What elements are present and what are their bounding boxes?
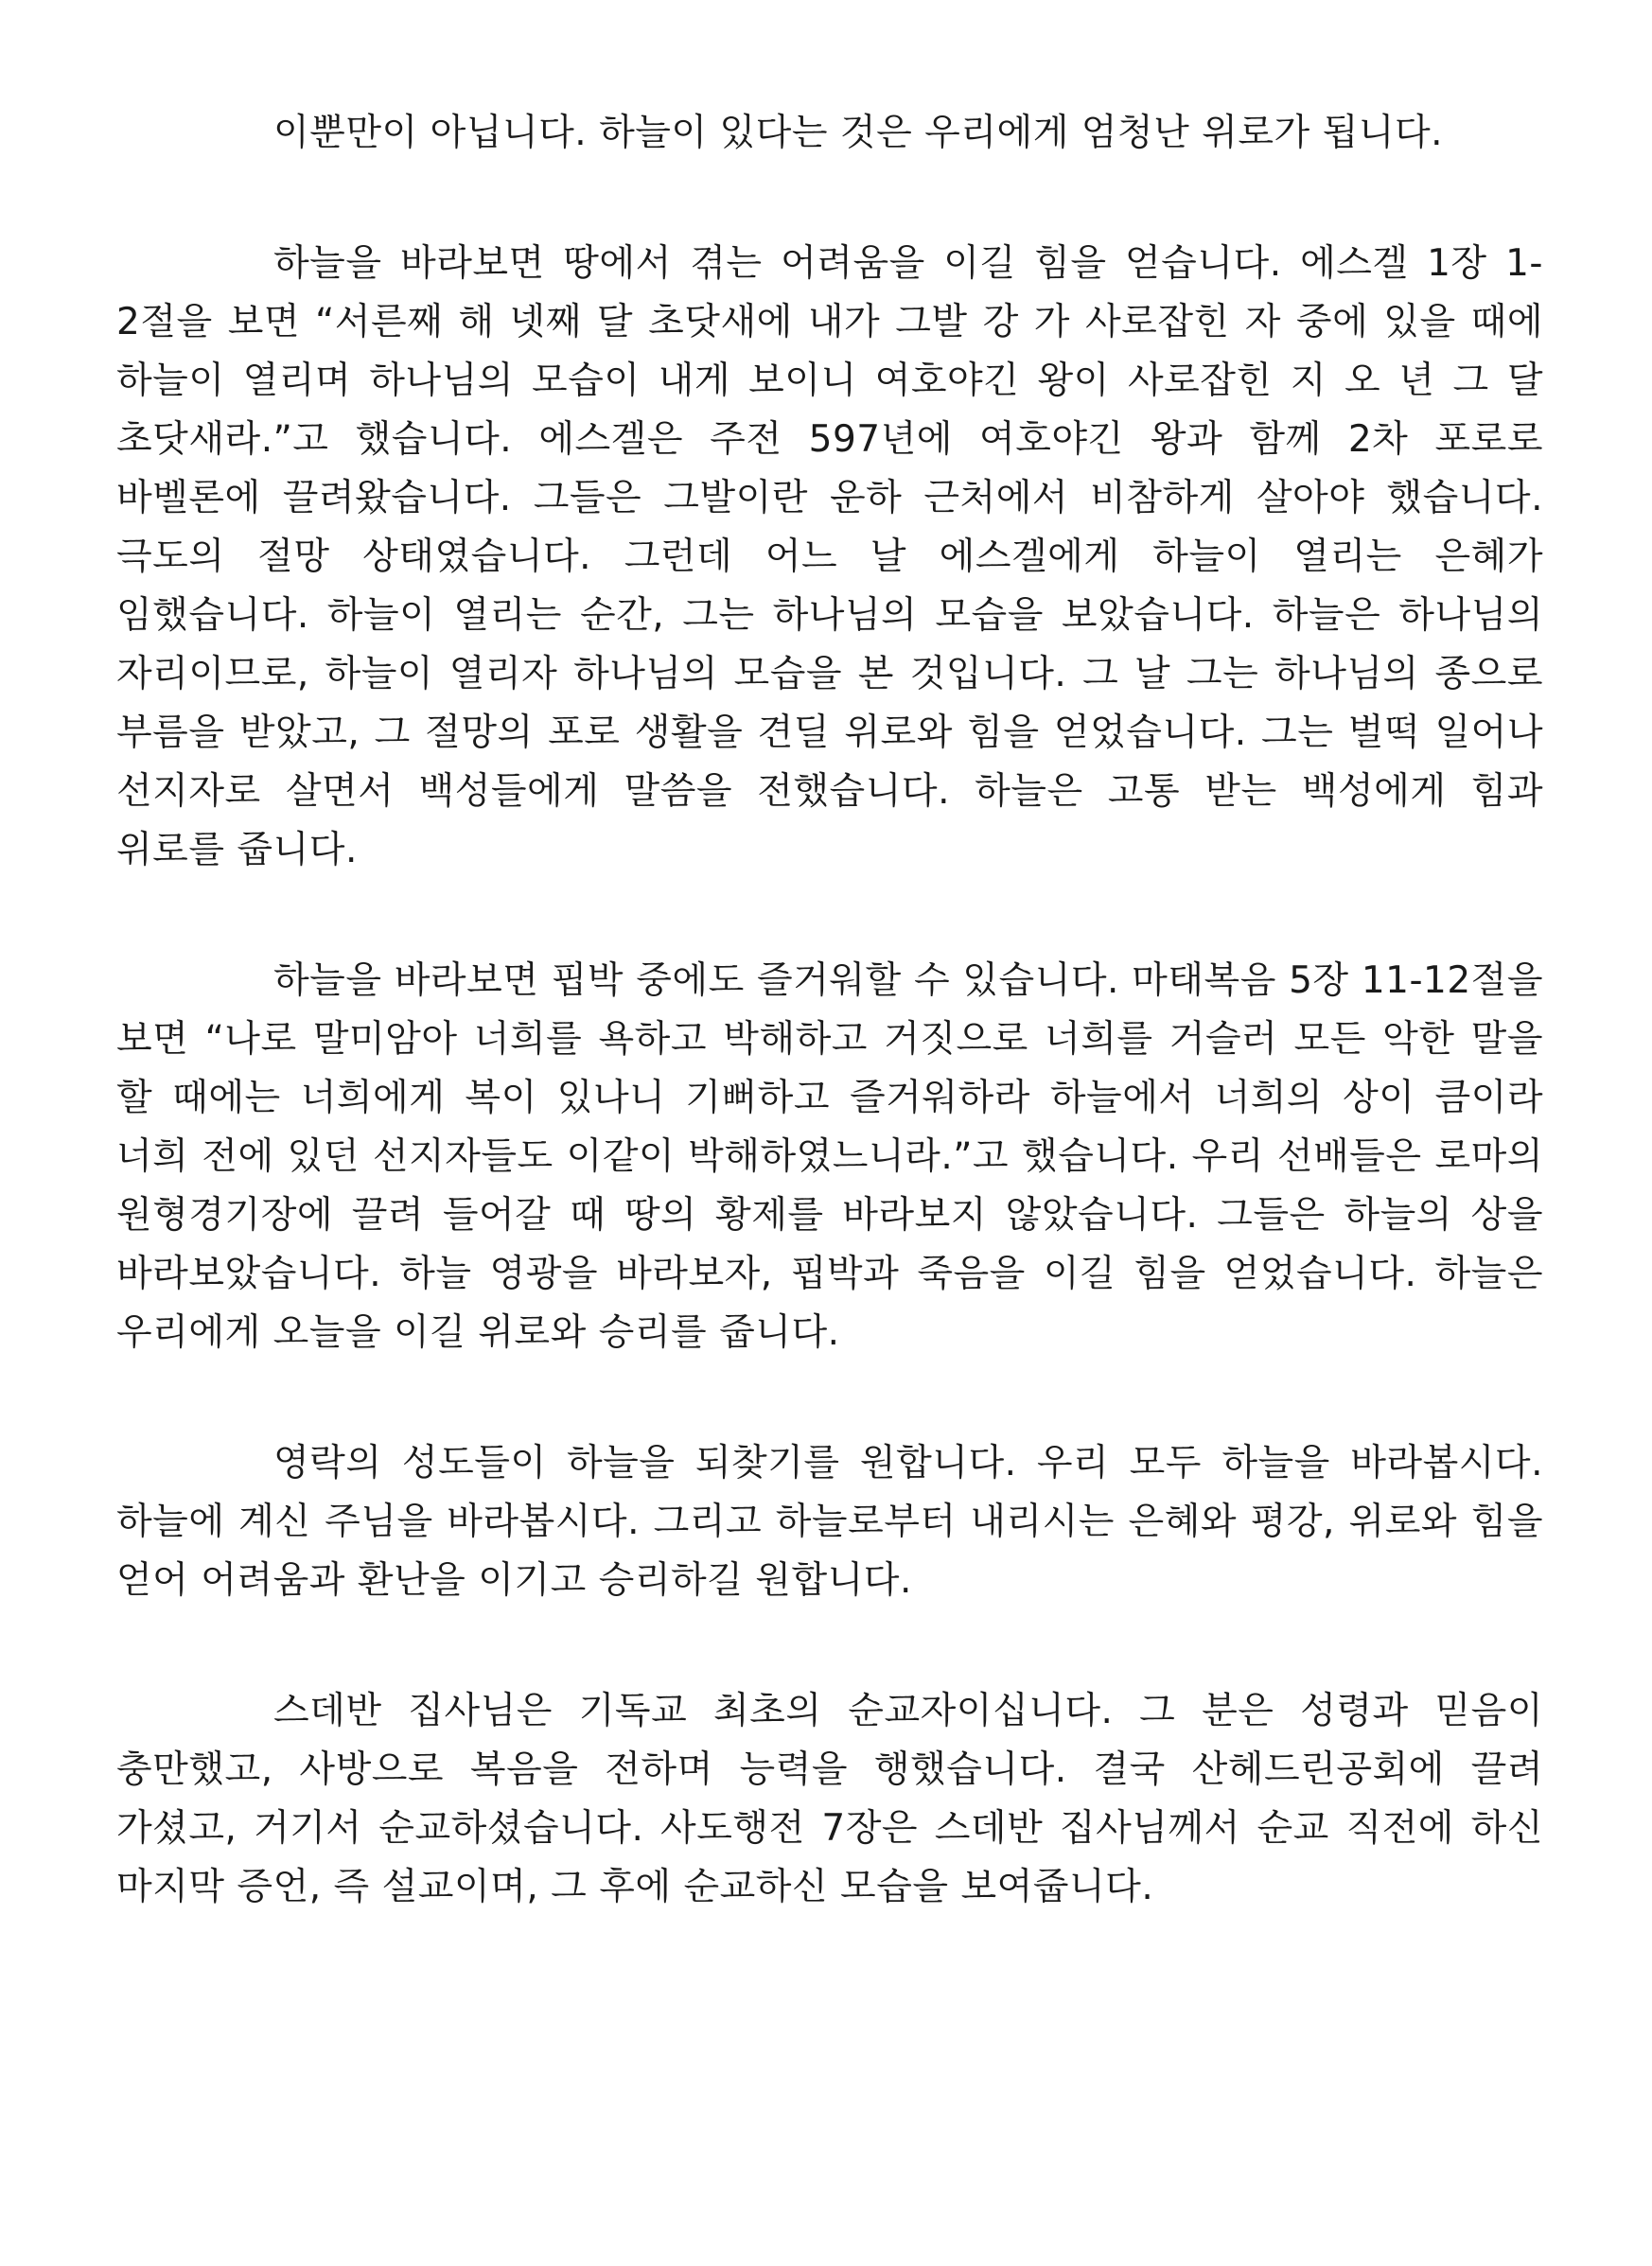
paragraph-1: 이뿐만이 아닙니다. 하늘이 있다는 것은 우리에게 엄청난 위로가 됩니다. (273, 112, 1444, 154)
paragraph-4: 영락의 성도들이 하늘을 되찾기를 원합니다. 우리 모두 하늘을 바라봅시다. 하늘에 계신 주님을 바라봅시다. 그리고 하늘로부터 내리시는 은혜와 평강, 위로와 힘을 얻어 어려움과 환난을 이기고 승리하길 원합니다. (116, 1442, 1543, 1602)
paragraph-5: 스데반 집사님은 기독교 최초의 순교자이십니다. 그 분은 성령과 믿음이 충만했고, 사방으로 복음을 전하며 능력을 행했습니다. 결국 산헤드린공회에 끌려 가셨고, 거기서 순교하셨습니다. 사도행전 7장은 스데반 집사님께서 순교 직전에 하신 마지막 증언, 즉 설교이며, 그 후에 순교하신 모습을 보여줍니다. (116, 1690, 1543, 1908)
paragraph-2: 하늘을 바라보면 땅에서 겪는 어려움을 이길 힘을 얻습니다. 에스겔 1장 1-2절을 보면 “서른째 해 넷째 달 초닷새에 내가 그발 강 가 사로잡힌 자 중에 있을 때에 하늘이 열리며 하나님의 모습이 내게 보이니 여호야긴 왕이 사로잡힌 지 오 년 그 달 초닷새라.”고 했습니다. 에스겔은 주전 597년에 여호야긴 왕과 함께 2차 포로로 바벨론에 끌려왔습니다. 그들은 그발이란 운하 근처에서 비참하게 살아야 했습니다. 극도의 절망 상태였습니다. 그런데 어느 날 에스겔에게 하늘이 열리는 은혜가 임했습니다. 하늘이 열리는 순간, 그는 하나님의 모습을 보았습니다. 하늘은 하나님의 자리이므로, 하늘이 열리자 하나님의 모습을 본 것입니다. 그 날 그는 하나님의 종으로 부름을 받았고, 그 절망의 포로 생활을 견딜 위로와 힘을 얻었습니다. 그는 벌떡 일어나 선지자로 살면서 백성들에게 말씀을 전했습니다. 하늘은 고통 받는 백성에게 힘과 위로를 줍니다. (116, 242, 1543, 871)
paragraph-3: 하늘을 바라보면 핍박 중에도 즐거워할 수 있습니다. 마태복음 5장 11-12절을 보면 “나로 말미암아 너희를 욕하고 박해하고 거짓으로 너희를 거슬러 모든 악한 말을 할 때에는 너희에게 복이 있나니 기뻐하고 즐거워하라 하늘에서 너희의 상이 큼이라 너희 전에 있던 선지자들도 이같이 박해하였느니라.”고 했습니다. 우리 선배들은 로마의 원형경기장에 끌려 들어갈 때 땅의 황제를 바라보지 않았습니다. 그들은 하늘의 상을 바라보았습니다. 하늘 영광을 바라보자, 핍박과 죽음을 이길 힘을 얻었습니다. 하늘은 우리에게 오늘을 이길 위로와 승리를 줍니다. (116, 959, 1543, 1354)
document-body (116, 104, 1543, 1917)
